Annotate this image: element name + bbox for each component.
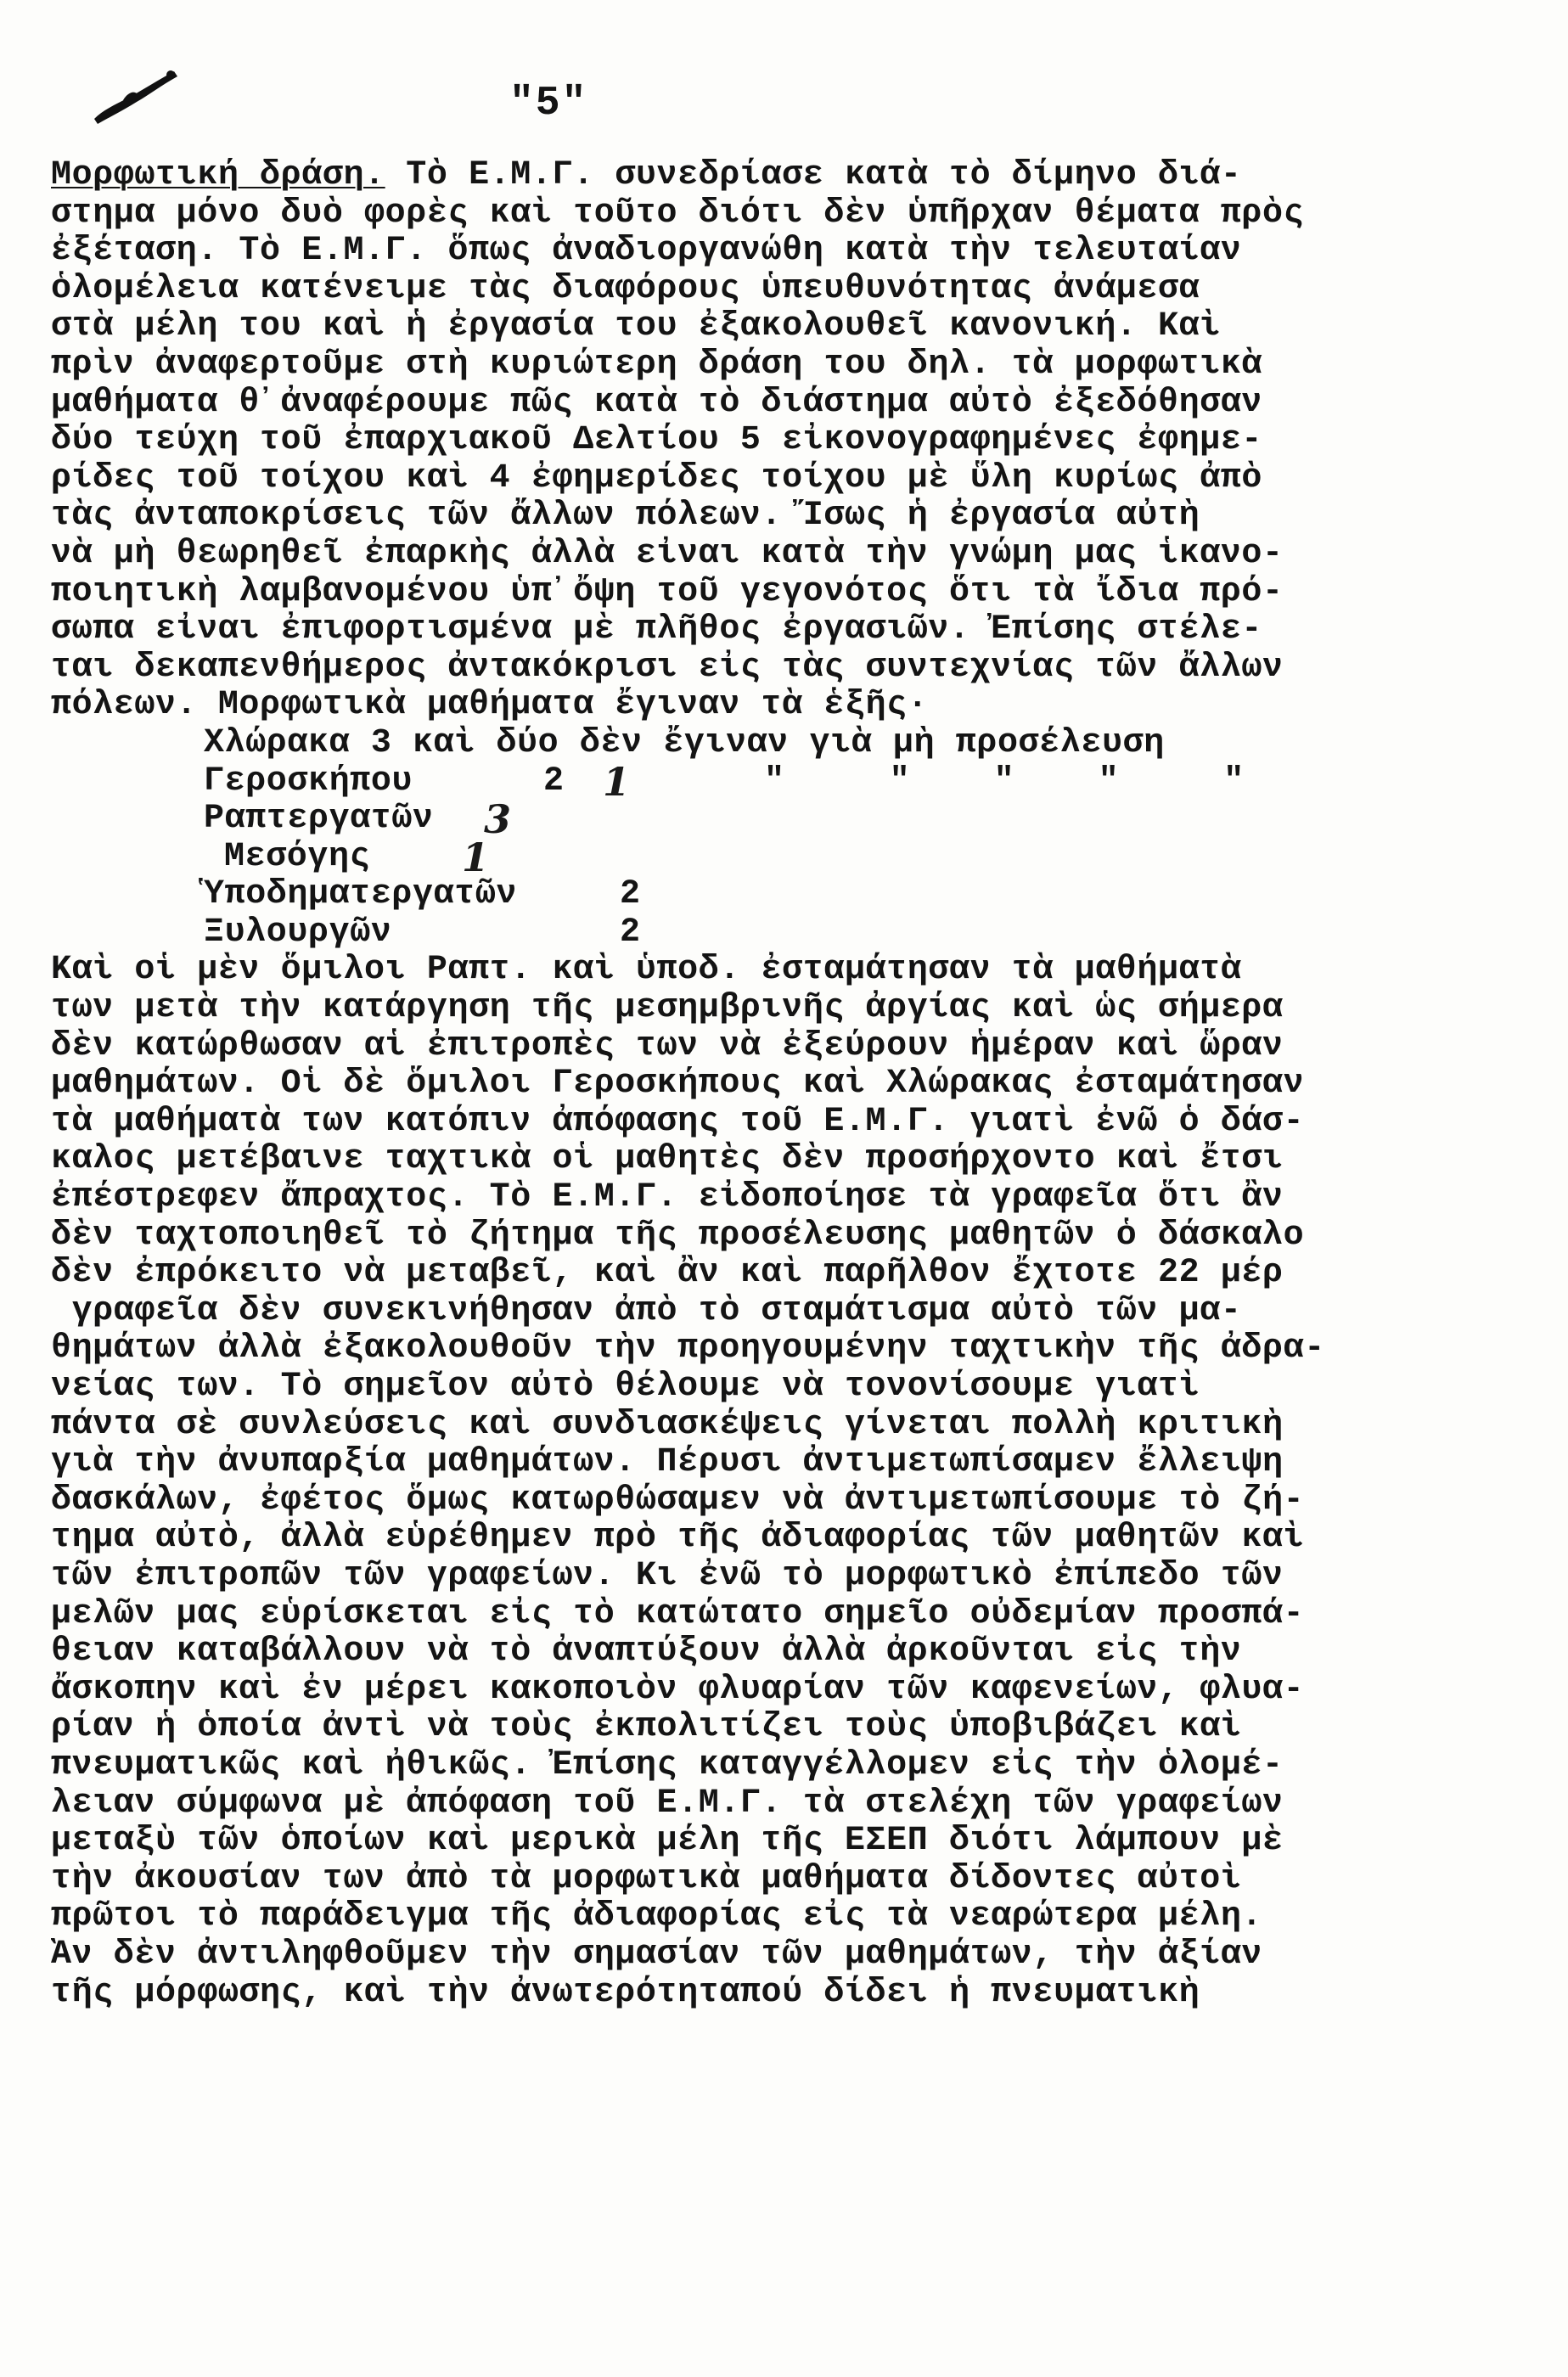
course-row	[204, 758, 1562, 805]
text-line: ὁλομέλεια κατένειμε τὰς διαφόρους ὑπευθυνότητας ἀνάμεσα	[51, 270, 1200, 308]
text-line: ἐξέταση. Τὸ Ε.Μ.Γ. ὅπως ἀναδιοργανώθη κατὰ τὴν τελευταίαν	[51, 233, 1242, 271]
text-line: Καὶ οἱ μὲν ὅμιλοι Ραπτ. καὶ ὑποδ. ἐσταμάτησαν τὰ μαθήματὰ	[51, 952, 1242, 990]
handwritten-count: 1	[603, 758, 631, 805]
text-line: δασκάλων, ἐφέτος ὅμως κατωρθώσαμεν νὰ ἀντιμετωπίσουμε τὸ ζή-	[51, 1481, 1305, 1520]
text-line: ποιητικὴ λαμβανομένου ὑπ᾽ὄψη τοῦ γεγονότος ὅτι τὰ ἴδια πρό-	[51, 573, 1284, 611]
text-line: πρὶν ἀναφερτοῦμε στὴ κυριώτερη δράση του δηλ. τὰ μορφωτικὰ	[51, 346, 1263, 384]
text-line: νείας των. Τὸ σημεῖον αὐτὸ θέλουμε νὰ τονονίσουμε γιατὶ	[51, 1368, 1200, 1406]
text-line: ται δεκαπενθήμερος ἀντακόκρισι εἰς τὰς συντεχνίας τῶν ἄλλων	[51, 649, 1284, 687]
text-line: πνευματικῶς καὶ ἠθικῶς. Ἐπίσης καταγγέλλομεν εἰς τὴν ὁλομέ-	[51, 1746, 1284, 1784]
text-line: μαθημάτων. Οἱ δὲ ὅμιλοι Γεροσκήπους καὶ Χλώρακας ἐσταμάτησαν	[51, 1065, 1305, 1104]
text-line: τῶν ἐπιτροπῶν τῶν γραφείων. Κι ἐνῶ τὸ μορφωτικὸ ἐπίπεδο τῶν	[51, 1557, 1284, 1595]
page-number: "5"	[509, 81, 588, 126]
text-line: δὲν κατώρθωσαν αἱ ἐπιτροπὲς των νὰ ἐξεύρουν ἡμέραν καὶ ὥραν	[51, 1027, 1284, 1065]
text-line: νὰ μὴ θεωρηθεῖ ἐπαρκὴς ἀλλὰ εἶναι κατὰ τὴν γνώμη μας ἱκανο-	[51, 535, 1284, 573]
course-first-line: Χλώρακα 3 καὶ δύο δὲν ἔγιναν γιὰ μὴ προσέλευση	[204, 723, 1165, 762]
ink-blot-mark	[89, 66, 183, 126]
course-name: Ὑποδηματεργατῶν	[204, 875, 518, 914]
text-line: τὰς ἀνταποκρίσεις τῶν ἄλλων πόλεων. Ἴσως ἡ ἐργασία αὐτὴ	[51, 497, 1200, 536]
course-name: Ξυλουργῶν	[204, 913, 392, 952]
text-line: πρῶτοι τὸ παράδειγμα τῆς ἀδιαφορίας εἰς τὰ νεαρώτερα μέλη.	[51, 1898, 1263, 1936]
course-count: 2	[543, 761, 565, 801]
courses-list	[204, 725, 1562, 952]
text-line: πόλεων. Μορφωτικὰ μαθήματα ἔγιναν τὰ ἑξῆς·	[51, 687, 929, 725]
course-name: Μεσόγης	[224, 837, 371, 876]
text-line: στημα μόνο δυὸ φορὲς καὶ τοῦτο διότι δὲν ὑπῆρχαν θέματα πρὸς	[51, 194, 1305, 233]
text-line: λειαν σύμφωνα μὲ ἀπόφαση τοῦ Ε.Μ.Γ. τὰ στελέχη τῶν γραφείων	[51, 1784, 1284, 1823]
course-name: Γεροσκήπου	[204, 761, 413, 801]
text-line: ἐπέστρεφεν ἄπραχτος. Τὸ Ε.Μ.Γ. εἰδοποίησε τὰ γραφεῖα ὅτι ἂν	[51, 1179, 1284, 1217]
text-line: θημάτων ἀλλὰ ἐξακολουθοῦν τὴν προηγουμένην ταχτικὴν τῆς ἀδρα-	[51, 1330, 1325, 1368]
course-name: Ραπτεργατῶν	[204, 800, 434, 839]
text-line: ἄσκοπην καὶ ἐν μέρει κακοποιὸν φλυαρίαν τῶν καφενείων, φλυα-	[51, 1671, 1305, 1709]
section-heading: Μορφωτική δράση.	[51, 157, 385, 194]
text-line: σωπα εἶναι ἐπιφορτισμένα μὲ πλῆθος ἐργασιῶν. Ἐπίσης στέλε-	[51, 611, 1263, 649]
text-line: δύο τεύχη τοῦ ἐπαρχιακοῦ Δελτίου 5 εἰκονογραφημένες ἐφημε-	[51, 422, 1263, 460]
course-count: 2	[620, 875, 641, 914]
text-line: πάντα σὲ συνλεύσεις καὶ συνδιασκέψεις γίνεται πολλὴ κριτικὴ	[51, 1406, 1284, 1444]
course-row	[204, 914, 1562, 952]
text-line: γιὰ τὴν ἀνυπαρξία μαθημάτων. Πέρυσι ἀντιμετωπίσαμεν ἔλλειψη	[51, 1444, 1284, 1482]
text-line: Τὸ Ε.Μ.Γ. συνεδρίασε κατὰ τὸ δίμηνο διά-	[385, 157, 1242, 194]
text-line: θειαν καταβάλλουν νὰ τὸ ἀναπτύξουν ἀλλὰ ἀρκοῦνται εἰς τὴν	[51, 1633, 1242, 1672]
text-line: δὲν ἐπρόκειτο νὰ μεταβεῖ, καὶ ἂν καὶ παρῆλθον ἔχτοτε 22 μέρ	[51, 1255, 1284, 1293]
text-line: των μετὰ τὴν κατάργηση τῆς μεσημβρινῆς ἀργίας καὶ ὡς σήμερα	[51, 990, 1284, 1028]
text-line: μαθήματα θ᾽ἀναφέρουμε πῶς κατὰ τὸ διάστημα αὐτὸ ἐξεδόθησαν	[51, 384, 1263, 422]
report-text	[51, 157, 1562, 2050]
course-count: 2	[620, 913, 641, 952]
text-line: τημα αὐτὸ, ἀλλὰ εὑρέθημεν πρὸ τῆς ἀδιαφορίας τῶν μαθητῶν καὶ	[51, 1520, 1305, 1558]
handwritten-count: 1	[462, 834, 490, 880]
ditto-marks: " " " " "	[764, 761, 1245, 801]
handwritten-count: 3	[484, 796, 512, 843]
text-line: τὰ μαθήματὰ των κατόπιν ἀπόφασης τοῦ Ε.Μ.Γ. γιατὶ ἐνῶ ὁ δάσ-	[51, 1103, 1305, 1141]
text-line: ρίαν ἡ ὁποία ἀντὶ νὰ τοὺς ἐκπολιτίζει τοὺς ὑποβιβάζει καὶ	[51, 1709, 1242, 1747]
text-line	[51, 2012, 1562, 2050]
text-line: μεταξὺ τῶν ὁποίων καὶ μερικὰ μέλη τῆς ΕΣΕΠ διότι λάμπουν μὲ	[51, 1823, 1284, 1861]
text-line: Ἂν δὲν ἀντιληφθοῦμεν τὴν σημασίαν τῶν μαθημάτων, τὴν ἀξίαν	[51, 1936, 1263, 1974]
course-row	[204, 796, 1562, 843]
text-line: τὴν ἀκουσίαν των ἀπὸ τὰ μορφωτικὰ μαθήματα δίδοντες αὐτοὶ	[51, 1860, 1242, 1898]
text-line: στὰ μέλη του καὶ ἡ ἐργασία του ἐξακολουθεῖ κανονική. Καὶ	[51, 308, 1221, 346]
text-line: γραφεῖα δὲν συνεκινήθησαν ἀπὸ τὸ σταμάτισμα αὐτὸ τῶν μα-	[51, 1292, 1242, 1330]
text-line: καλος μετέβαινε ταχτικὰ οἱ μαθητὲς δὲν προσήρχοντο καὶ ἔτσι	[51, 1141, 1284, 1179]
course-row	[204, 876, 1562, 914]
text-line: ρίδες τοῦ τοίχου καὶ 4 ἐφημερίδες τοίχου μὲ ὕλη κυρίως ἀπὸ	[51, 459, 1263, 497]
course-row	[204, 834, 1562, 880]
text-line: δὲν ταχτοποιηθεῖ τὸ ζήτημα τῆς προσέλευσης μαθητῶν ὁ δάσκαλο	[51, 1217, 1305, 1255]
course-row	[204, 725, 1562, 763]
first-line	[51, 157, 1562, 195]
text-line: μελῶν μας εὑρίσκεται εἰς τὸ κατώτατο σημεῖο οὐδεμίαν προσπά-	[51, 1595, 1305, 1633]
text-line: τῆς μόρφωσης, καὶ τὴν ἀνωτερότηταπού δίδει ἡ πνευματικὴ	[51, 1974, 1200, 2012]
